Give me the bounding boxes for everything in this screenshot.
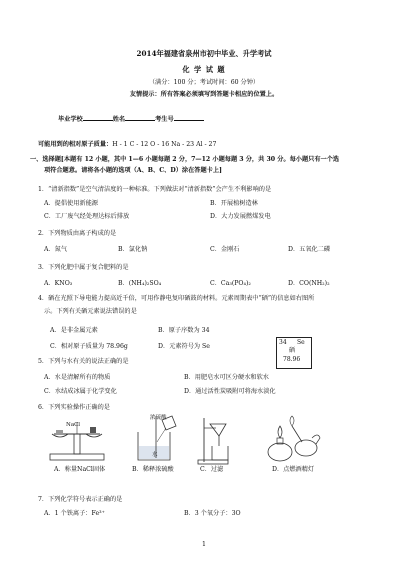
q3-option-c: C．Ca₃(PO₄)₂ [210,280,251,287]
fig-b-water-label: 水 [152,452,158,458]
se-symbol: Se [297,339,305,346]
q6-option-d: D．点燃酒精灯 [272,466,315,473]
se-name: 硒 [289,347,296,354]
q5-option-c: C．水结成冰属于化学变化 [44,388,117,395]
q5-option-d: D．通过活性炭吸附可将海水淡化 [184,388,276,395]
q6-option-b: B．稀释浓硫酸 [132,466,174,473]
q2-option-c: C．金刚石 [210,246,240,253]
school-label: 毕业学校 [58,116,83,123]
q4-option-b: B．原子序数为 34 [158,327,210,334]
q7-option-a: A．1 个铁离子：Fe³⁺ [44,510,105,517]
q6-option-c: C．过滤 [200,466,224,473]
section-header-line1: 一、选择题[本题有 12 小题，其中 1—6 小题每题 2 分，7—12 小题每题 3 分，共 30 分。每小题只有一个选 [30,156,340,163]
q3-option-d: D．CO(NH₂)₂ [288,280,330,287]
q7-option-b: B．3 个氧分子：3O [184,510,241,517]
q4-stem-line2: 示。下列有关硒元素说法错误的是 [44,308,137,315]
q3-option-b: B．(NH₄)₂SO₄ [118,280,162,287]
q1-option-c: C．工厂废气经处理达标后排放 [44,213,130,220]
q1-option-d: D．大力发展燃煤发电 [210,213,271,220]
fig-b-acid-label: 浓硫酸 [150,415,167,421]
q6-option-a: A．称量NaCl固体 [54,466,106,473]
atomic-mass-values: H - 1 C - 12 O - 16 Na - 23 Al - 27 [112,141,217,148]
page-number: 1 [202,541,206,548]
id-blank [174,114,204,121]
q4-option-d: D．元素符号为 Se [158,343,210,350]
q4-stem-line1: 4．硒在光照下导电能力提高近千倍，可用作静电复印硒鼓的材料。元素周期表中“硒”的信息如右图所 [38,295,315,302]
q1-option-a: A．提倡使用新能源 [44,200,98,207]
exam-notice: 友情提示：所有答案必须填写到答题卡相应的位置上。 [129,91,279,98]
selenium-element-box [276,337,312,369]
q5-stem: 5．下列与水有关的说法正确的是 [38,358,129,365]
school-blank [83,114,113,121]
se-atomic-mass: 78.96 [283,356,301,363]
section-header-line2: 项符合题意。请将各小题的选项（A、B、C、D）涂在答题卡上] [44,167,222,174]
q5-option-b: B．用肥皂水可区分硬水和软水 [184,374,269,381]
name-blank [125,114,155,121]
q1-stem: 1．“清新指数”是空气清洁度的一种标准。下列做法对“清新指数”会产生不利影响的是 [38,186,272,193]
name-label: 姓名 [112,116,126,123]
q4-option-a: A．是非金属元素 [50,327,98,334]
q2-option-a: A．氮气 [44,246,68,253]
q1-option-b: B．开展植树造林 [210,200,258,207]
q3-stem: 3．下列化肥中属于复合肥料的是 [38,264,129,271]
exam-title: 2014年福建省泉州市初中毕业、升学考试 [136,49,272,58]
q3-option-a: A．KNO₃ [44,280,73,287]
id-label: 考生号 [155,116,174,123]
q6-stem: 6．下列实验操作正确的是 [38,404,110,411]
alcohol-lamp-figure [262,414,324,464]
q2-option-d: D．五氧化二磷 [288,246,331,253]
se-atomic-number: 34 [279,339,287,346]
q2-stem: 2．下列物质由离子构成的是 [38,230,117,237]
filtration-figure [194,414,238,466]
atomic-mass-label: 可能用到的相对原子质量： [38,141,113,148]
fig-a-nacl-label: NaCl [66,422,81,428]
q7-stem: 7．下列化学符号表示正确的是 [38,496,123,503]
q5-option-a: A．水是清解所有的物质 [44,374,111,381]
q2-option-b: B．氯化钠 [118,246,148,253]
exam-meta: （满分：100 分；考试时间：60 分钟） [148,79,260,86]
atomic-mass-line [38,141,216,149]
q4-option-c: C．相对原子质量为 78.96g [50,343,128,350]
student-info-line [58,114,204,124]
exam-subject: 化 学 试 题 [182,65,226,74]
